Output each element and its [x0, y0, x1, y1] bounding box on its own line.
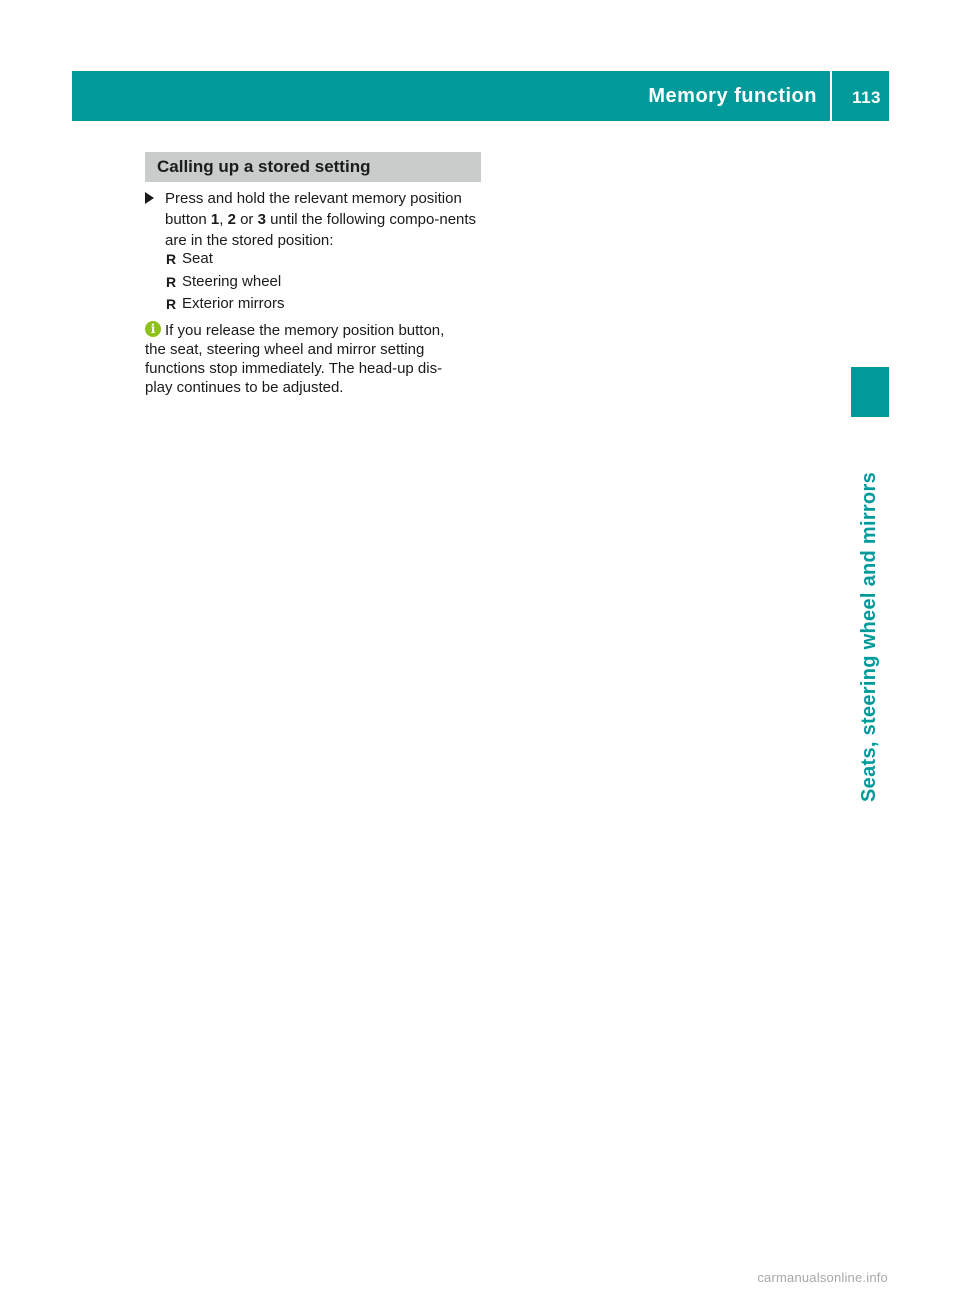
info-text: [145, 321, 485, 397]
instruction-separator: ,: [219, 211, 228, 228]
list-item-label: Exterior mirrors: [182, 295, 285, 312]
list-item-label: Steering wheel: [182, 272, 282, 290]
bullet-r-icon: R: [166, 296, 177, 312]
memory-button-2-label: 2: [227, 211, 236, 228]
instruction-text-part: until the following compo-nents are in the stored position:: [165, 211, 477, 249]
list-item-label: Seat: [182, 250, 213, 267]
instruction-text-part: Press and hold the relevant memory position button: [165, 190, 462, 228]
list-item: [166, 248, 486, 271]
chapter-tab: [851, 367, 889, 417]
watermark: carmanualsonline.info: [757, 1270, 888, 1285]
page-title: Memory function: [648, 85, 817, 107]
section-heading: Calling up a stored setting: [145, 152, 481, 182]
list-item: [166, 293, 486, 316]
info-line: functions stop immediately. The head-up dis-: [145, 360, 443, 377]
step-arrow-icon: [145, 192, 154, 204]
bullet-r-icon: R: [166, 251, 177, 267]
instruction-text: [145, 188, 485, 251]
info-line: If you release the memory position button,: [165, 322, 445, 339]
info-icon: i: [145, 321, 161, 337]
header-divider: [830, 71, 832, 121]
info-note: [145, 321, 485, 397]
header-bar: [72, 71, 889, 121]
bullet-r-icon: R: [166, 273, 177, 290]
memory-button-3-label: 3: [257, 211, 266, 228]
page-number: 113: [852, 88, 881, 107]
instruction-separator: or: [235, 211, 258, 228]
list-item: [166, 271, 486, 294]
component-list: [166, 248, 486, 316]
instruction-step: [145, 188, 485, 251]
info-line: play continues to be adjusted.: [145, 379, 344, 396]
info-line: the seat, steering wheel and mirror setting: [145, 341, 425, 358]
memory-button-1-label: 1: [210, 211, 220, 228]
chapter-label: Seats, steering wheel and mirrors: [858, 471, 880, 802]
